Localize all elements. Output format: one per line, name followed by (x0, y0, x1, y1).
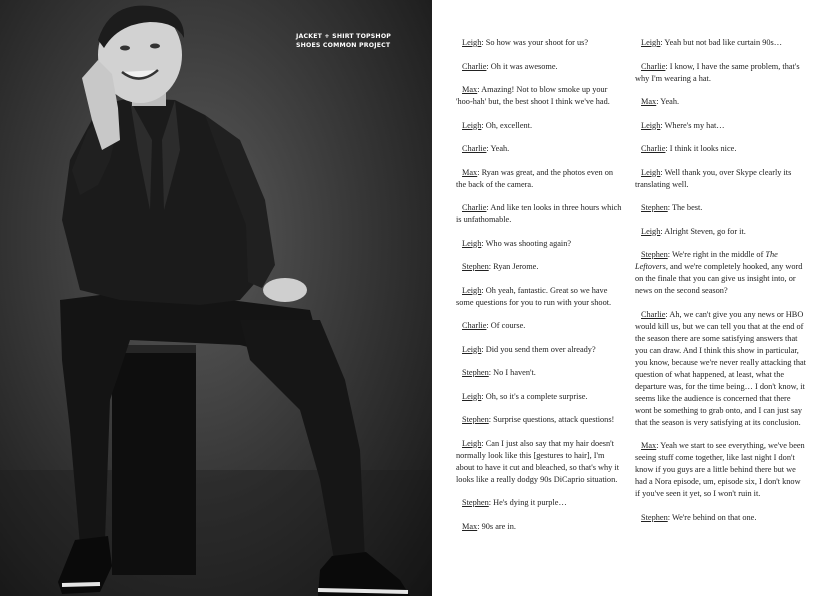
dialogue-line (456, 391, 622, 403)
dialogue-text: : Well thank you, over Skype clearly its translating well. (635, 167, 792, 189)
speaker-name: Charlie (641, 61, 666, 71)
speaker-name: Charlie (462, 61, 487, 71)
clothing-credit (296, 33, 396, 50)
speaker-name: Max (462, 521, 478, 531)
speaker-name: Leigh (462, 120, 482, 130)
dialogue-text: : Yeah. (486, 144, 510, 153)
dialogue-text: : Yeah. (656, 97, 680, 106)
dialogue-text: : Where's my hat… (660, 120, 725, 130)
dialogue-line (456, 320, 622, 332)
dialogue-text: : He's dying it purple… (488, 498, 567, 507)
speaker-name: Leigh (462, 391, 482, 401)
speaker-name: Leigh (462, 438, 482, 448)
dialogue-line (456, 202, 622, 226)
dialogue-text: : Surprise questions, attack questions! (488, 415, 615, 424)
dialogue-line (635, 143, 807, 155)
interview-column-left (456, 37, 622, 544)
speaker-name: Leigh (462, 285, 482, 295)
dialogue-text: : 90s are in. (477, 521, 516, 531)
dialogue-line (635, 120, 807, 132)
dialogue-text: : Oh it was awesome. (486, 61, 558, 71)
speaker-name: Max (641, 97, 657, 106)
dialogue-line (456, 167, 622, 191)
dialogue-text: : Ryan was great, and the photos even on the back of the camera. (456, 167, 614, 189)
dialogue-text: : Can I just also say that my hair doesn't normally look like this [gestures to hair], I'm about to have it cut and bleached, so that's why it looks like a really dodgy 90s DiCaprio situation. (456, 438, 620, 484)
dialogue-line (456, 344, 622, 356)
dialogue-text: : The best. (667, 203, 703, 212)
dialogue-text: : I think it looks nice. (665, 144, 737, 153)
dialogue-line (456, 37, 622, 49)
dialogue-text: : So how was your shoot for us? (481, 38, 589, 47)
dialogue-line (456, 120, 622, 132)
dialogue-line (635, 167, 807, 191)
dialogue-line (456, 497, 622, 509)
dialogue-text: : Yeah we start to see everything, we've been seeing stuff come together, like last night I don't know if you guys are a little behind there but we had a Nora episode, um, episode six, I don't know if you've seen it yet, so I won't ruin it. (635, 441, 805, 498)
dialogue-text: : Ryan Jerome. (488, 262, 539, 271)
dialogue-text: : Alright Steven, go for it. (660, 226, 746, 236)
dialogue-line (456, 238, 622, 250)
speaker-name: Leigh (641, 167, 661, 177)
dialogue-line (456, 285, 622, 309)
dialogue-text: : And like ten looks in three hours which is unfathomable. (456, 203, 622, 224)
dialogue-text: : I know, I have the same problem, that's why I'm wearing a hat. (635, 61, 800, 83)
dialogue-line (635, 37, 807, 49)
dialogue-line (635, 226, 807, 238)
interview-column-right (635, 37, 807, 535)
dialogue-line (635, 202, 807, 214)
dialogue-text: : Amazing! Not to blow smoke up your 'hoo-hah' but, the best shoot I think we've had. (456, 85, 610, 106)
dialogue-line (456, 521, 622, 533)
dialogue-line (635, 61, 807, 85)
dialogue-line (635, 512, 807, 524)
speaker-name: Max (462, 85, 478, 94)
dialogue-text: , and we're completely hooked, any word on the finale that you can give us insight into, or news on the second season? (635, 262, 803, 295)
dialogue-line (456, 367, 622, 379)
speaker-name: Max (641, 441, 657, 450)
dialogue-line (635, 96, 807, 108)
speaker-name: Charlie (462, 203, 487, 212)
speaker-name: Leigh (641, 120, 661, 130)
dialogue-text: : Oh yeah, fantastic. Great so we have some questions for you to run with your shoot. (456, 285, 612, 307)
dialogue-text: : Yeah but not bad like curtain 90s… (660, 38, 783, 47)
speaker-name: Stephen (462, 262, 489, 271)
speaker-name: Leigh (462, 344, 482, 354)
dialogue-text: : Who was shooting again? (481, 238, 572, 248)
dialogue-line (456, 438, 622, 486)
dialogue-text: : We're behind on that one. (667, 512, 757, 522)
dialogue-text: : We're right in the middle of (667, 250, 766, 259)
dialogue-line (456, 61, 622, 73)
dialogue-line (635, 309, 807, 429)
dialogue-line (456, 261, 622, 273)
dialogue-text: : Oh, so it's a complete surprise. (481, 391, 588, 401)
speaker-name: Max (462, 167, 478, 177)
dialogue-line (635, 249, 807, 297)
dialogue-text: : Oh, excellent. (481, 120, 533, 130)
speaker-name: Charlie (462, 144, 487, 153)
speaker-name: Stephen (641, 203, 668, 212)
dialogue-line (456, 414, 622, 426)
speaker-name: Stephen (462, 368, 489, 377)
speaker-name: Charlie (641, 144, 666, 153)
dialogue-text: : Of course. (486, 321, 526, 330)
credit-line-2: SHOES COMMON PROJECT (296, 41, 391, 49)
speaker-name: Leigh (462, 238, 482, 248)
speaker-name: Charlie (462, 321, 487, 330)
speaker-name: Leigh (641, 226, 661, 236)
show-title: The Leftovers (635, 250, 778, 271)
speaker-name: Stephen (462, 415, 489, 424)
speaker-name: Stephen (462, 498, 489, 507)
dialogue-text: : Ah, we can't give you any news or HBO would kill us, but we can tell you that at the end of the season there are some satisfying answers that you can draw. And I think this show in particular, you know, because we're never really attacking that question of what happened, at least, what the departure was, for the time being… I don't know, it seems like the audience is concerned that there wont be something to grab onto, and I can just say that the season is very satisfying at its conclusion. (635, 309, 806, 427)
dialogue-line (635, 440, 807, 500)
speaker-name: Stephen (641, 250, 668, 259)
dialogue-text: : Did you send them over already? (481, 344, 596, 354)
dialogue-line (456, 84, 622, 108)
credit-line-1: JACKET + SHIRT TOPSHOP (296, 33, 392, 40)
speaker-name: Stephen (641, 512, 668, 522)
dialogue-text: : No I haven't. (488, 368, 536, 377)
speaker-name: Charlie (641, 309, 666, 319)
speaker-name: Leigh (462, 38, 482, 47)
speaker-name: Leigh (641, 38, 661, 47)
dialogue-line (456, 143, 622, 155)
